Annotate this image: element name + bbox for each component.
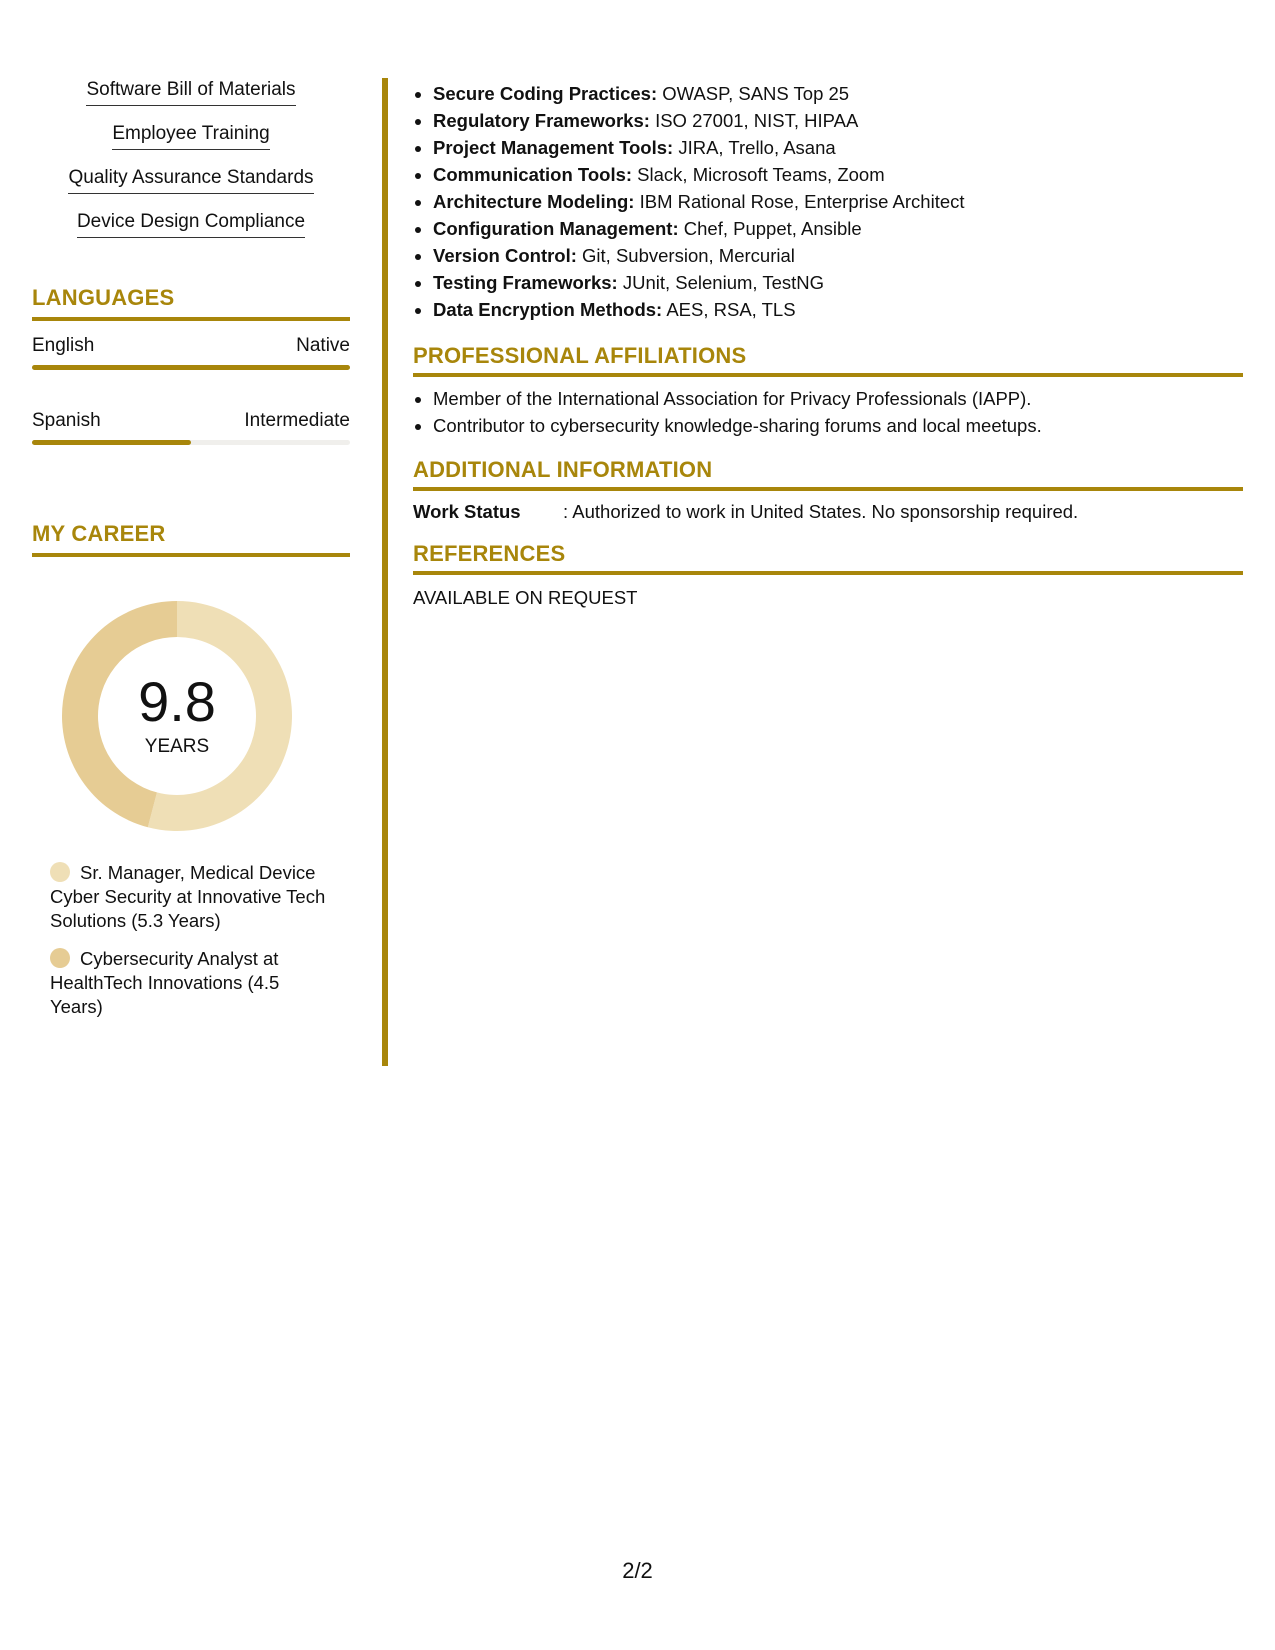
language-proficiency-fill [32,365,350,370]
language-spanish [32,410,350,445]
technical-skill-item [433,161,1243,188]
affiliation-item: • Member of the International Association for Privacy Professionals (IAPP). [433,385,1243,412]
skill-category-value: Git, Subversion, Mercurial [576,245,795,266]
language-english [32,335,350,370]
skill-tag: Quality Assurance Standards [68,166,313,194]
references-text: AVAILABLE ON REQUEST [413,587,638,608]
career-legend-item [50,947,330,1019]
skill-category-value: Chef, Puppet, Ansible [678,218,862,239]
language-level: Intermediate [244,410,350,431]
language-proficiency-bar [32,365,350,370]
technical-skill-item [433,80,1243,107]
skill-category-label: Data Encryption Methods: [433,299,663,320]
skill-tag: Device Design Compliance [77,210,305,238]
column-divider [382,78,388,1066]
legend-dot-icon [50,862,70,882]
technical-skill-item [433,188,1243,215]
skill-category-label: Architecture Modeling: [433,191,635,212]
technical-skill-item [433,107,1243,134]
language-proficiency-fill [32,440,191,445]
page-number: 2/2 [622,1558,653,1583]
references-heading: REFERENCES [413,541,1243,575]
skill-category-label: Configuration Management: [433,218,679,239]
skill-category-label: Project Management Tools: [433,137,674,158]
skill-category-value: ISO 27001, NIST, HIPAA [649,110,859,131]
work-status-label: Work Status [413,501,521,522]
technical-skill-item [433,215,1243,242]
skill-category-label: Regulatory Frameworks: [433,110,650,131]
technical-skill-item [433,296,1243,323]
career-section [32,521,350,1019]
skill-category-value: Slack, Microsoft Teams, Zoom [632,164,885,185]
skill-category-value: JUnit, Selenium, TestNG [617,272,825,293]
career-role-label: Sr. Manager, Medical Device Cyber Security at Innovative Tech Solutions (5.3 Years) [50,862,326,931]
language-level: Native [296,335,350,356]
career-total-years: 9.8 [138,670,216,733]
affiliations-heading: PROFESSIONAL AFFILIATIONS [413,343,1243,377]
skill-category-label: Version Control: [433,245,577,266]
affiliations-list [413,385,1243,439]
sidebar [32,78,350,1033]
legend-dot-icon [50,948,70,968]
technical-skills-list [413,80,1243,323]
additional-info-heading: ADDITIONAL INFORMATION [413,457,1243,491]
skill-tag: Software Bill of Materials [86,78,295,106]
language-proficiency-bar [32,440,350,445]
career-legend [50,861,330,1019]
language-name: English [32,335,95,356]
career-legend-item [50,861,330,933]
work-status-row [413,501,1243,523]
language-name: Spanish [32,410,101,431]
skill-category-value: IBM Rational Rose, Enterprise Architect [634,191,965,212]
affiliation-item: • Contributor to cybersecurity knowledge-sharing forums and local meetups. [433,412,1243,439]
technical-skill-item [433,134,1243,161]
career-heading: MY CAREER [32,521,350,557]
skill-category-label: Secure Coding Practices: [433,83,658,104]
languages-heading: LANGUAGES [32,285,350,321]
career-years-unit: YEARS [144,736,210,757]
technical-skill-item [433,242,1243,269]
skill-category-label: Testing Frameworks: [433,272,618,293]
languages-section [32,285,350,445]
skill-tag-list [32,78,350,254]
career-role-label: Cybersecurity Analyst at HealthTech Innovations (4.5 Years) [50,948,280,1017]
technical-skill-item [433,269,1243,296]
skill-tag: Employee Training [112,122,269,150]
main-column [413,80,1243,609]
work-status-value: : Authorized to work in United States. No sponsorship required. [563,501,1079,522]
career-donut-chart [62,601,292,831]
skill-category-value: AES, RSA, TLS [662,299,796,320]
skill-category-value: OWASP, SANS Top 25 [657,83,850,104]
skill-category-label: Communication Tools: [433,164,633,185]
skill-category-value: JIRA, Trello, Asana [673,137,836,158]
